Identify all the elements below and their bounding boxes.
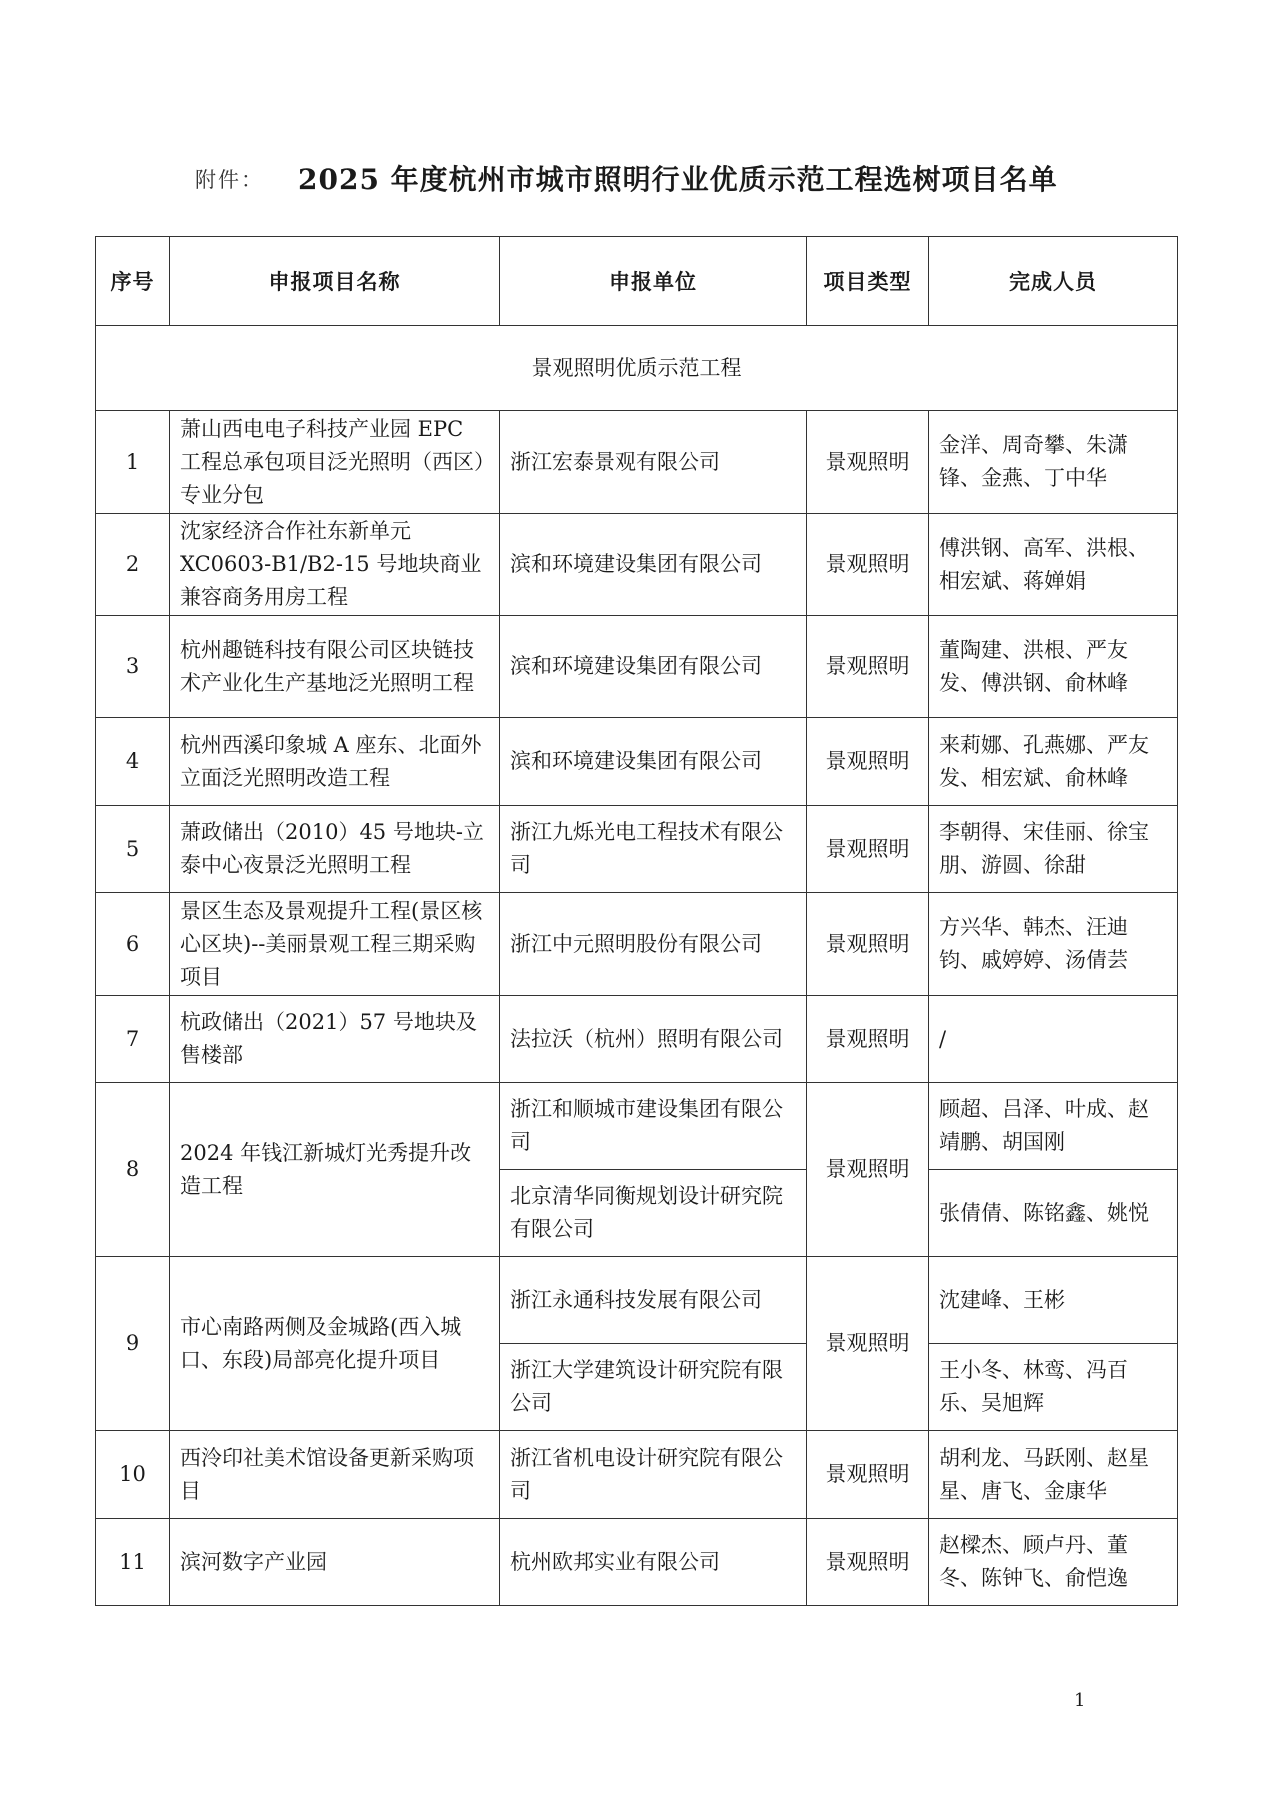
row-number: 7 [96, 996, 170, 1083]
section-row [96, 326, 1178, 411]
table-row [96, 1083, 1178, 1170]
row-number: 10 [96, 1431, 170, 1519]
team-members: 张倩倩、陈铭鑫、姚悦 [929, 1170, 1178, 1257]
project-list-table [95, 236, 1178, 1606]
project-name: 杭政储出（2021）57 号地块及售楼部 [170, 996, 500, 1083]
project-type: 景观照明 [807, 616, 929, 718]
column-header-unit: 申报单位 [500, 237, 807, 326]
table-row [96, 1519, 1178, 1606]
row-number: 2 [96, 514, 170, 616]
applicant-unit: 滨和环境建设集团有限公司 [500, 514, 807, 616]
project-name: 滨河数字产业园 [170, 1519, 500, 1606]
column-header-type: 项目类型 [807, 237, 929, 326]
team-members: 金洋、周奇攀、朱潇锋、金燕、丁中华 [929, 411, 1178, 514]
row-number: 9 [96, 1257, 170, 1431]
applicant-unit: 浙江和顺城市建设集团有限公司 [500, 1083, 807, 1170]
row-number: 5 [96, 806, 170, 893]
project-type: 景观照明 [807, 806, 929, 893]
row-number: 3 [96, 616, 170, 718]
page-number: 1 [1074, 1690, 1086, 1711]
team-members: / [929, 996, 1178, 1083]
project-name: 景区生态及景观提升工程(景区核心区块)--美丽景观工程三期采购项目 [170, 893, 500, 996]
project-type: 景观照明 [807, 718, 929, 806]
project-name: 杭州西溪印象城 A 座东、北面外立面泛光照明改造工程 [170, 718, 500, 806]
team-members: 方兴华、韩杰、汪迪钧、戚婷婷、汤倩芸 [929, 893, 1178, 996]
table-row [96, 996, 1178, 1083]
attachment-label: 附件： [195, 168, 264, 192]
applicant-unit: 浙江九烁光电工程技术有限公司 [500, 806, 807, 893]
applicant-unit: 浙江大学建筑设计研究院有限公司 [500, 1344, 807, 1431]
table-row [96, 1257, 1178, 1344]
project-name: 2024 年钱江新城灯光秀提升改造工程 [170, 1083, 500, 1257]
project-type: 景观照明 [807, 514, 929, 616]
page-title [0, 158, 1280, 198]
project-type: 景观照明 [807, 996, 929, 1083]
team-members: 胡利龙、马跃刚、赵星星、唐飞、金康华 [929, 1431, 1178, 1519]
table-header-row [96, 237, 1178, 326]
project-name: 萧政储出（2010）45 号地块-立泰中心夜景泛光照明工程 [170, 806, 500, 893]
row-number: 1 [96, 411, 170, 514]
applicant-unit: 浙江永通科技发展有限公司 [500, 1257, 807, 1344]
applicant-unit: 滨和环境建设集团有限公司 [500, 616, 807, 718]
team-members: 来莉娜、孔燕娜、严友发、相宏斌、俞林峰 [929, 718, 1178, 806]
team-members: 王小冬、林鸾、冯百乐、吴旭辉 [929, 1344, 1178, 1431]
applicant-unit: 浙江省机电设计研究院有限公司 [500, 1431, 807, 1519]
table-row [96, 806, 1178, 893]
table-row [96, 718, 1178, 806]
applicant-unit: 浙江宏泰景观有限公司 [500, 411, 807, 514]
team-members: 傅洪钢、高军、洪根、相宏斌、蒋婵娟 [929, 514, 1178, 616]
project-name: 西泠印社美术馆设备更新采购项目 [170, 1431, 500, 1519]
row-number: 11 [96, 1519, 170, 1606]
row-number: 4 [96, 718, 170, 806]
table-row [96, 1431, 1178, 1519]
applicant-unit: 法拉沃（杭州）照明有限公司 [500, 996, 807, 1083]
team-members: 沈建峰、王彬 [929, 1257, 1178, 1344]
applicant-unit: 杭州欧邦实业有限公司 [500, 1519, 807, 1606]
column-header-people: 完成人员 [929, 237, 1178, 326]
project-name: 杭州趣链科技有限公司区块链技术产业化生产基地泛光照明工程 [170, 616, 500, 718]
applicant-unit: 滨和环境建设集团有限公司 [500, 718, 807, 806]
project-type: 景观照明 [807, 893, 929, 996]
project-type: 景观照明 [807, 1083, 929, 1257]
project-type: 景观照明 [807, 411, 929, 514]
project-name: 市心南路两侧及金城路(西入城口、东段)局部亮化提升项目 [170, 1257, 500, 1431]
team-members: 董陶建、洪根、严友发、傅洪钢、俞林峰 [929, 616, 1178, 718]
table-row [96, 616, 1178, 718]
table-row [96, 514, 1178, 616]
project-name: 萧山西电电子科技产业园 EPC 工程总承包项目泛光照明（西区）专业分包 [170, 411, 500, 514]
applicant-unit: 浙江中元照明股份有限公司 [500, 893, 807, 996]
table-row [96, 893, 1178, 996]
column-header-name: 申报项目名称 [170, 237, 500, 326]
team-members: 赵樑杰、顾卢丹、董冬、陈钟飞、俞恺逸 [929, 1519, 1178, 1606]
project-type: 景观照明 [807, 1519, 929, 1606]
project-type: 景观照明 [807, 1257, 929, 1431]
team-members: 李朝得、宋佳丽、徐宝朋、游圆、徐甜 [929, 806, 1178, 893]
applicant-unit: 北京清华同衡规划设计研究院有限公司 [500, 1170, 807, 1257]
document-title: 2025 年度杭州市城市照明行业优质示范工程选树项目名单 [298, 163, 1058, 196]
team-members: 顾超、吕泽、叶成、赵靖鹏、胡国刚 [929, 1083, 1178, 1170]
row-number: 8 [96, 1083, 170, 1257]
section-title: 景观照明优质示范工程 [96, 326, 1178, 411]
project-name: 沈家经济合作社东新单元 XC0603-B1/B2-15 号地块商业兼容商务用房工程 [170, 514, 500, 616]
table-row [96, 411, 1178, 514]
project-type: 景观照明 [807, 1431, 929, 1519]
column-header-no: 序号 [96, 237, 170, 326]
row-number: 6 [96, 893, 170, 996]
